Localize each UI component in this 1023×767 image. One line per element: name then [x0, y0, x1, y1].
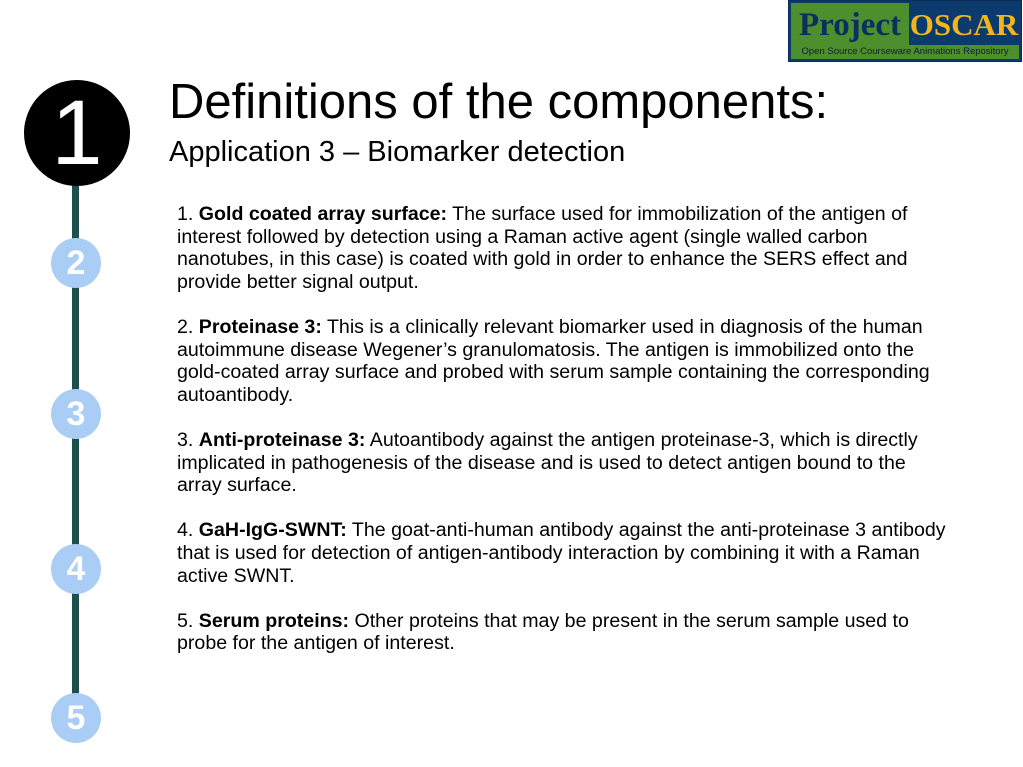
- current-step-indicator: 1: [24, 80, 130, 186]
- definition-number: 1.: [177, 203, 194, 225]
- step-3-button[interactable]: 3: [51, 389, 101, 439]
- logo-oscar-text: OSCAR: [909, 3, 1019, 47]
- step-5-button[interactable]: 5: [51, 693, 101, 743]
- definition-item: [177, 610, 947, 655]
- definition-item: [177, 203, 947, 293]
- definition-text: The goat-anti-human antibody against the anti-proteinase 3 antibody that is used for detection of antigen-antibody interaction by combining it with a Raman active SWNT.: [177, 519, 946, 587]
- definition-text: Autoantibody against the antigen proteinase-3, which is directly implicated in pathogenesis of the disease and is used to detect antigen bound to the array surface.: [177, 428, 918, 497]
- logo-title-row: [791, 3, 1019, 47]
- definition-term: Gold coated array surface:: [198, 203, 448, 225]
- definition-term: Anti-proteinase 3:: [198, 428, 366, 451]
- step-2-button[interactable]: 2: [51, 238, 101, 288]
- definition-item: [177, 429, 947, 497]
- definition-item: [177, 316, 947, 406]
- definition-text: The surface used for immobilization of the antigen of interest followed by detection using a Raman active agent (single walled carbon nanotubes, in this case) is coated with gold in order to enhance the SERS effect and provide better signal output.: [177, 203, 908, 293]
- definition-item: [177, 519, 947, 587]
- definition-number: 2.: [177, 315, 194, 338]
- step-4-button[interactable]: 4: [51, 544, 101, 594]
- definition-term: GaH-IgG-SWNT:: [198, 519, 347, 542]
- definition-text: This is a clinically relevant biomarker used in diagnosis of the human autoimmune disease Wegener’s granulomatosis. The antigen is immobilized onto the gold-coated array surface and probed with serum sample containing the corresponding autoantibody.: [177, 315, 930, 406]
- page-subtitle: Application 3 – Biomarker detection: [169, 136, 626, 168]
- definition-number: 3.: [177, 428, 194, 451]
- definitions-list: [177, 203, 947, 677]
- page-title: Definitions of the components:: [169, 75, 829, 129]
- project-oscar-logo: [788, 0, 1022, 62]
- logo-tagline: Open Source Courseware Animations Repository: [791, 45, 1019, 59]
- definition-number: 4.: [177, 519, 194, 542]
- timeline-line: [72, 150, 79, 730]
- definition-text: Other proteins that may be present in the serum sample used to probe for the antigen of interest.: [177, 609, 909, 655]
- definition-number: 5.: [177, 609, 194, 632]
- logo-project-text: Project: [791, 3, 909, 47]
- definition-term: Proteinase 3:: [198, 315, 322, 338]
- definition-term: Serum proteins:: [198, 609, 350, 632]
